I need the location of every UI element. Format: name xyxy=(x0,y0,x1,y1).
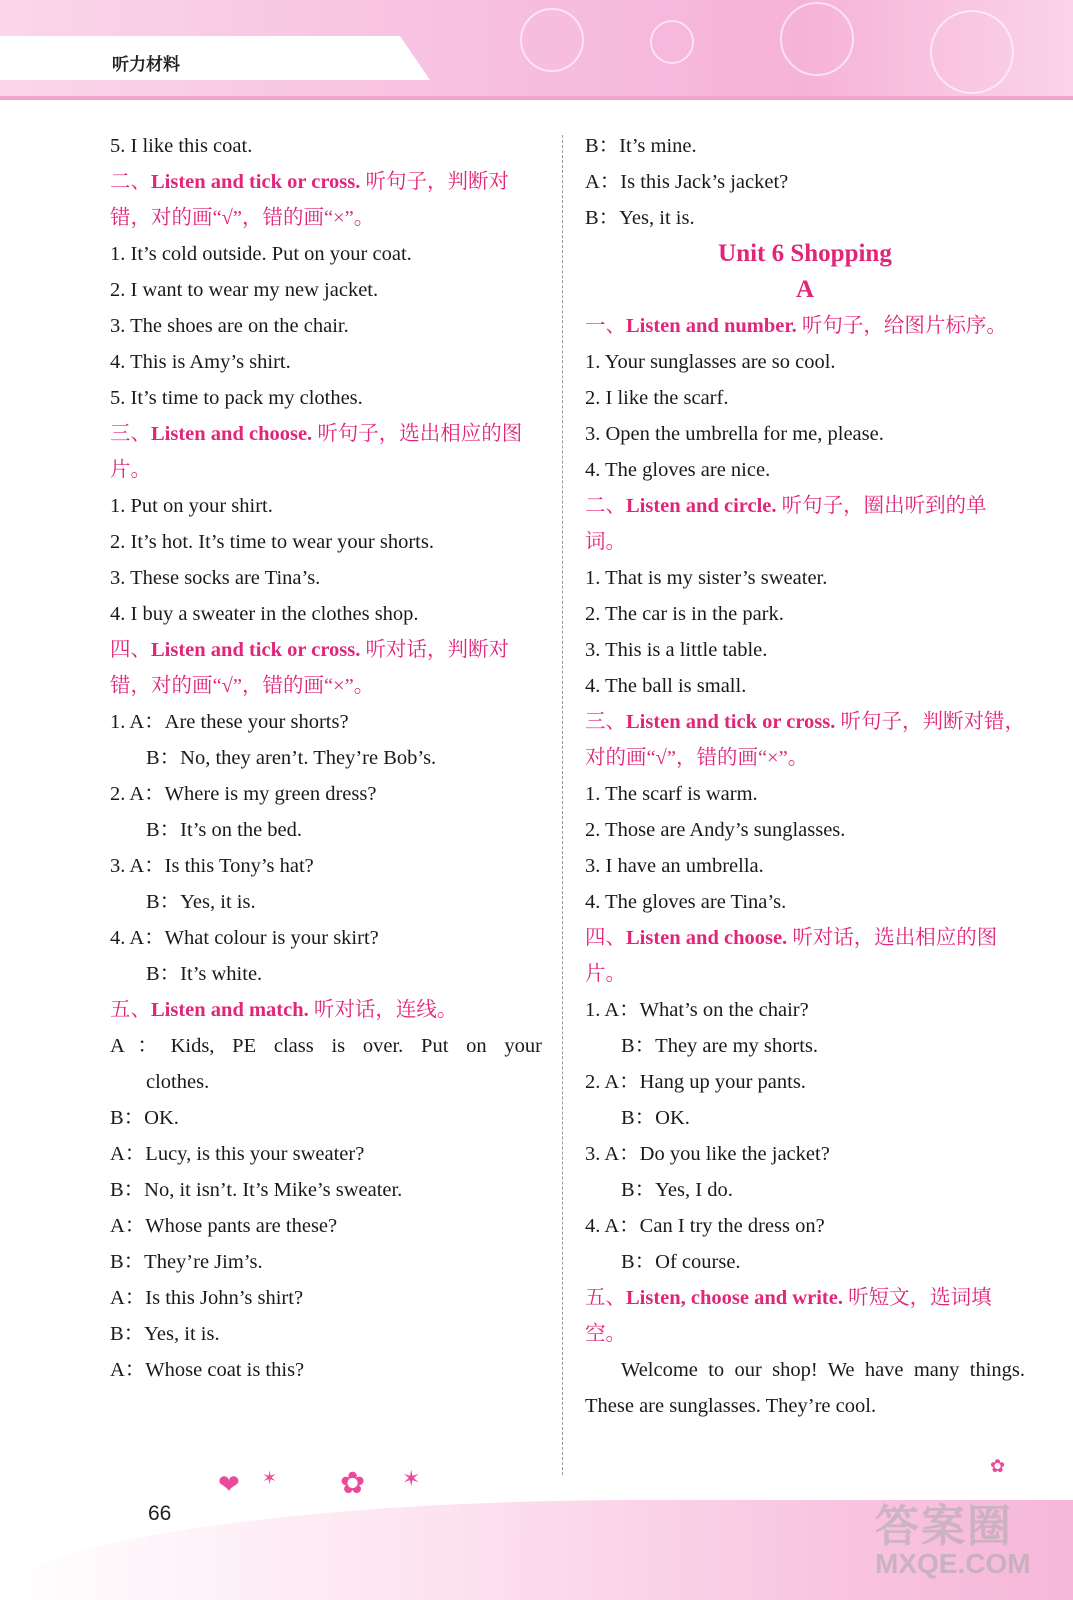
text-line: B：No, they aren’t. They’re Bob’s. xyxy=(146,747,437,769)
section-heading xyxy=(110,632,542,704)
text-line: 4. A：Can I try the dress on? xyxy=(585,1215,825,1237)
text-line: 1. Put on your shirt. xyxy=(110,495,273,517)
watermark-url: MXQE.COM xyxy=(875,1548,1031,1579)
text-line: B：It’s mine. xyxy=(585,135,697,157)
section-instruction-en: Listen, choose and write. xyxy=(626,1287,843,1309)
text-line: B：Yes, it is. xyxy=(146,891,256,913)
section-number: 五、 xyxy=(585,1287,626,1309)
passage-text: Welcome to our shop! We have many things. These are sunglasses. They’re cool. xyxy=(585,1359,1025,1417)
section-instruction-cn: 听对话，连线。 xyxy=(308,999,458,1021)
unit-title: Unit 6 Shopping xyxy=(718,240,892,267)
text-line: 1. The scarf is warm. xyxy=(585,783,758,805)
section-heading xyxy=(585,1280,1025,1352)
section-number: 三、 xyxy=(585,711,626,733)
text-line: A：Is this John’s shirt? xyxy=(110,1287,304,1309)
header-tab xyxy=(0,36,430,80)
star-icon: ✶ xyxy=(262,1468,278,1488)
section-instruction-en: Listen and circle. xyxy=(626,495,777,517)
header-title: 听力材料 xyxy=(112,55,180,75)
text-line: B：OK. xyxy=(621,1107,690,1129)
text-line: 4. This is Amy’s shirt. xyxy=(110,351,291,373)
section-number: 四、 xyxy=(110,639,151,661)
text-line: 2. I like the scarf. xyxy=(585,387,729,409)
section-heading xyxy=(585,308,1025,344)
text-line: 2. The car is in the park. xyxy=(585,603,784,625)
section-number: 一、 xyxy=(585,315,626,337)
text-line: 2. It’s hot. It’s time to wear your shorts. xyxy=(110,531,434,553)
text-line: 1. Your sunglasses are so cool. xyxy=(585,351,836,373)
text-line: B：It’s on the bed. xyxy=(146,819,303,841)
decor-bubble xyxy=(520,8,584,72)
section-instruction-en: Listen and tick or cross. xyxy=(151,639,361,661)
section-instruction-cn: 听句子，判断对错，对的画“√”，错的画“×”。 xyxy=(585,711,1026,769)
section-instruction-en: Listen and match. xyxy=(151,999,309,1021)
decor-bubble xyxy=(780,2,854,76)
watermark-text: 答案圈 xyxy=(875,1501,1013,1552)
text-line: 2. A：Where is my green dress? xyxy=(110,783,377,805)
text-line: clothes. xyxy=(146,1071,210,1093)
text-line: B：No, it isn’t. It’s Mike’s sweater. xyxy=(110,1179,403,1201)
section-instruction-en: Listen and choose. xyxy=(626,927,788,949)
text-line: B：Yes, it is. xyxy=(585,207,695,229)
text-line: 4. I buy a sweater in the clothes shop. xyxy=(110,603,419,625)
section-heading xyxy=(585,920,1025,992)
section-number: 三、 xyxy=(110,423,151,445)
heart-icon: ❤ xyxy=(218,1470,240,1499)
section-instruction-cn: 听句子，判断对错，对的画“√”，错的画“×”。 xyxy=(110,171,510,229)
text-line: 5. I like this coat. xyxy=(110,135,253,157)
text-line: 3. These socks are Tina’s. xyxy=(110,567,321,589)
section-heading xyxy=(585,704,1025,776)
unit-title: A xyxy=(795,276,815,303)
section-instruction-cn: 听对话，选出相应的图片。 xyxy=(585,927,998,985)
text-line: B：They are my shorts. xyxy=(621,1035,818,1057)
text-line: 5. It’s time to pack my clothes. xyxy=(110,387,363,409)
text-line: 3. The shoes are on the chair. xyxy=(110,315,349,337)
left-column xyxy=(110,128,542,1388)
text-line: 2. I want to wear my new jacket. xyxy=(110,279,379,301)
page-header xyxy=(0,0,1073,100)
section-instruction-en: Listen and number. xyxy=(626,315,797,337)
header-divider xyxy=(0,96,1073,100)
star-icon: ✶ xyxy=(402,1466,421,1491)
decor-bubble xyxy=(930,10,1014,94)
section-heading xyxy=(110,992,542,1028)
text-line: 1. That is my sister’s sweater. xyxy=(585,567,828,589)
text-line: 4. A：What colour is your skirt? xyxy=(110,927,379,949)
text-line: 4. The gloves are nice. xyxy=(585,459,771,481)
text-line: A：Lucy, is this your sweater? xyxy=(110,1143,365,1165)
flower-icon: ✿ xyxy=(990,1456,1006,1476)
section-instruction-cn: 听句子，圈出听到的单词。 xyxy=(585,495,987,553)
text-line: B：Yes, I do. xyxy=(621,1179,733,1201)
watermark xyxy=(875,1490,1065,1590)
text-line: 3. This is a little table. xyxy=(585,639,768,661)
section-number: 二、 xyxy=(585,495,626,517)
section-number: 四、 xyxy=(585,927,626,949)
text-line: 4. The ball is small. xyxy=(585,675,747,697)
right-column xyxy=(585,128,1025,1424)
text-line: B：It’s white. xyxy=(146,963,263,985)
text-line: A：Kids, PE class is over. Put on your xyxy=(110,1035,542,1057)
section-instruction-en: Listen and tick or cross. xyxy=(151,171,361,193)
section-heading xyxy=(110,416,542,488)
column-divider xyxy=(562,135,563,1475)
text-line: 1. A：Are these your shorts? xyxy=(110,711,349,733)
text-line: 4. The gloves are Tina’s. xyxy=(585,891,787,913)
section-instruction-cn: 听对话，判断对错，对的画“√”，错的画“×”。 xyxy=(110,639,510,697)
text-line: B：Yes, it is. xyxy=(110,1323,220,1345)
text-line: 3. A：Do you like the jacket? xyxy=(585,1143,830,1165)
text-line: A：Is this Jack’s jacket? xyxy=(585,171,789,193)
page-number: 66 xyxy=(148,1502,172,1525)
text-line: 2. Those are Andy’s sunglasses. xyxy=(585,819,846,841)
section-heading xyxy=(110,164,542,236)
text-line: 1. A：What’s on the chair? xyxy=(585,999,809,1021)
section-instruction-en: Listen and choose. xyxy=(151,423,313,445)
decor-bubble xyxy=(650,20,694,64)
text-line: B：They’re Jim’s. xyxy=(110,1251,263,1273)
text-line: 2. A：Hang up your pants. xyxy=(585,1071,806,1093)
flower-icon: ✿ xyxy=(340,1467,366,1500)
section-instruction-en: Listen and tick or cross. xyxy=(626,711,836,733)
section-instruction-cn: 听短文，选词填空。 xyxy=(585,1287,992,1345)
text-line: A：Whose coat is this? xyxy=(110,1359,305,1381)
section-number: 二、 xyxy=(110,171,151,193)
text-line: 3. I have an umbrella. xyxy=(585,855,764,877)
text-line: 1. It’s cold outside. Put on your coat. xyxy=(110,243,412,265)
section-instruction-cn: 听句子，选出相应的图片。 xyxy=(110,423,523,481)
section-heading xyxy=(585,488,1025,560)
section-instruction-cn: 听句子，给图片标序。 xyxy=(796,315,1007,337)
text-line: A：Whose pants are these? xyxy=(110,1215,338,1237)
text-line: B：Of course. xyxy=(621,1251,741,1273)
text-line: 3. A：Is this Tony’s hat? xyxy=(110,855,314,877)
text-line: 3. Open the umbrella for me, please. xyxy=(585,423,884,445)
text-line: B：OK. xyxy=(110,1107,179,1129)
section-number: 五、 xyxy=(110,999,151,1021)
